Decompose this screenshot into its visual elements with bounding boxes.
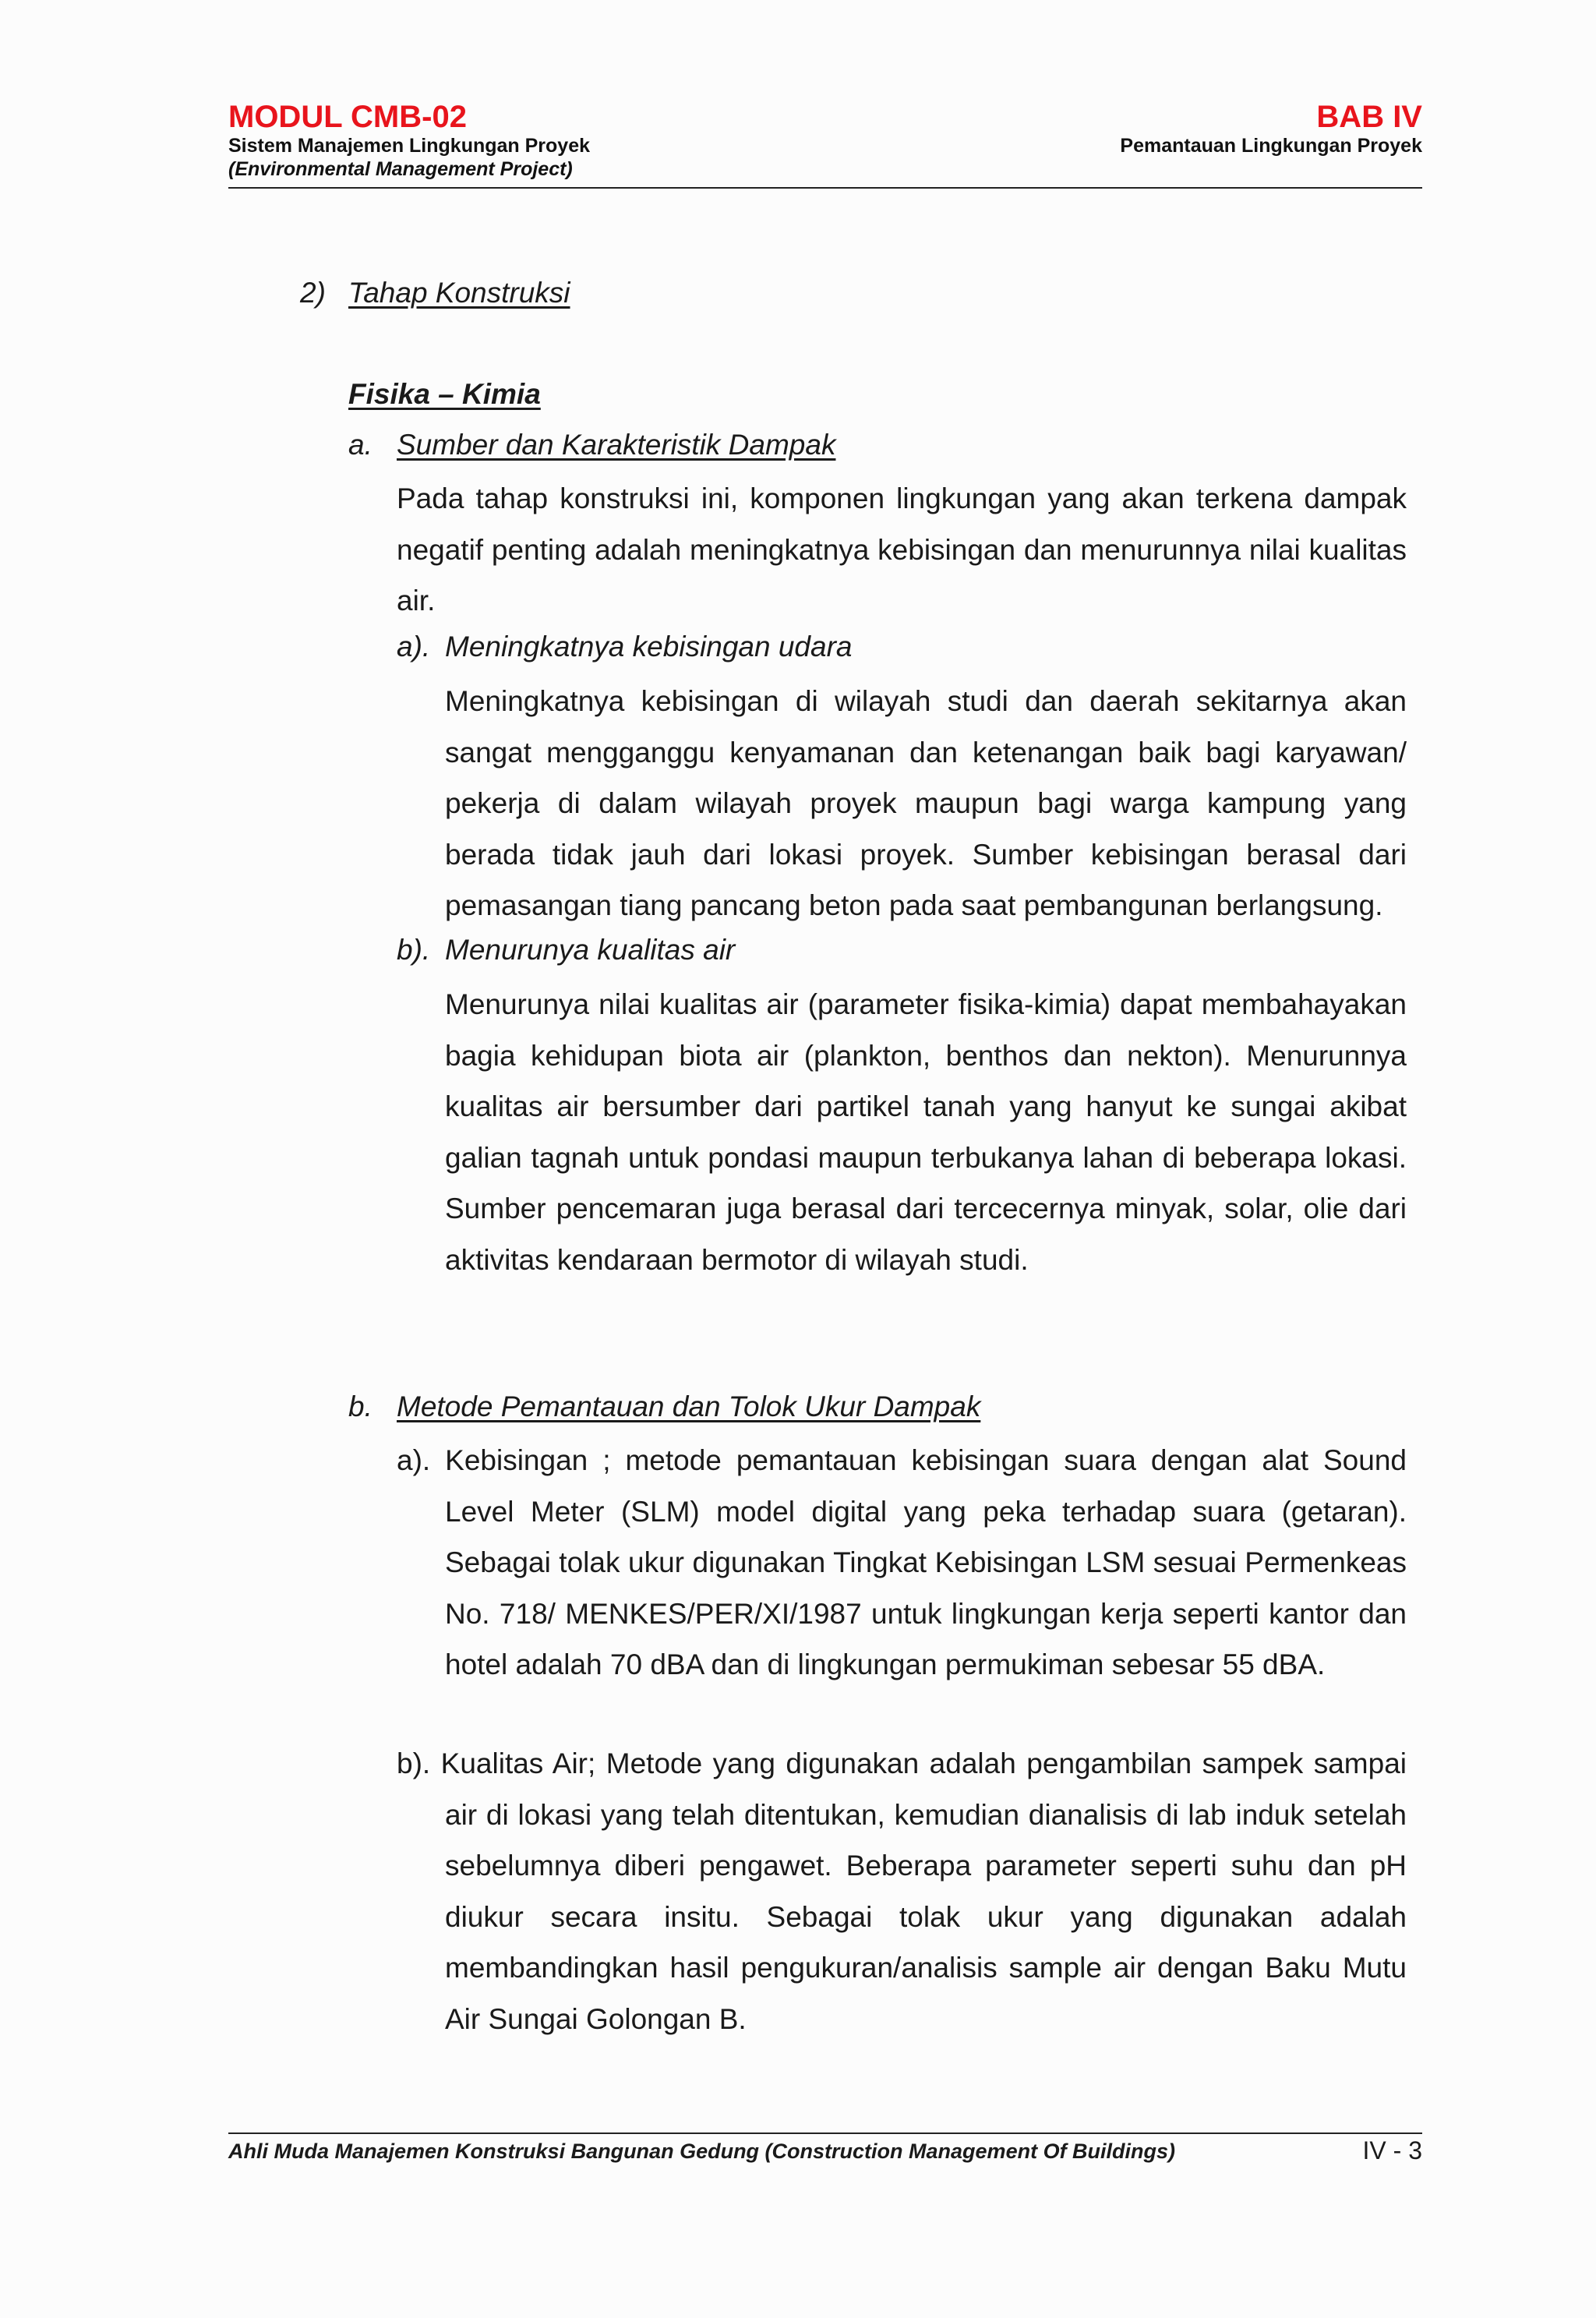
item-b-label: b). (397, 934, 431, 966)
item-a-text: Meningkatnya kebisingan di wilayah studi dan daerah sekitarnya akan sangat mengganggu kenyamanan dan ketenangan baik bagi karyawan/ pekerja di dalam wilayah proyek maupun bagi warga kampung yang berada tidak jauh dari lokasi proyek. Sumber kebisingan berasal dari pemasangan tiang pancang beton pada saat pembangunan berlangsung. (445, 685, 1407, 922)
module-subtitle-english: (Environmental Management Project) (228, 158, 573, 180)
module-title: MODUL CMB-02 (228, 100, 467, 134)
page-header (228, 100, 1422, 181)
module-subtitle: Sistem Manajemen Lingkungan Proyek (228, 135, 591, 157)
footer-text: Ahli Muda Manajemen Konstruksi Bangunan Gedung (Construction Management Of Buildings) (228, 2140, 1176, 2163)
section-number: 2) (300, 277, 326, 309)
item-b-title: Menurunya kualitas air (445, 934, 736, 966)
section-title: Tahap Konstruksi (348, 277, 570, 309)
item-a-label: a). (397, 631, 431, 663)
method-water: b). Kualitas Air; Metode yang digunakan adalah pengambilan sampek sampai air di lokasi yang telah ditentukan, kemudian dianalisis di lab induk setelah sebelumnya diberi pengawet. Beberapa parameter seperti suhu dan pH diukur secara insitu. Sebagai tolak ukur yang digunakan adalah membandingkan hasil pengukuran/analisis sample air dengan Baku Mutu Air Sungai Golongan B. (397, 1747, 1407, 2035)
method-noise: a). Kebisingan ; metode pemantauan kebisingan suara dengan alat Sound Level Meter (SLM) model digital yang peka terhadap suara (getaran). Sebagai tolak ukur digunakan Tingkat Kebisingan LSM sesuai Permenkeas No. 718/ MENKES/PER/XI/1987 untuk lingkungan kerja seperti kantor dan hotel adalah 70 dBA dan di lingkungan permukiman sebesar 55 dBA. (397, 1444, 1407, 1681)
chapter-subtitle: Pemantauan Lingkungan Proyek (1120, 135, 1422, 157)
header-divider (228, 187, 1422, 189)
page-number: IV - 3 (1362, 2136, 1422, 2164)
part-b-label: b. (348, 1390, 373, 1422)
part-a-label: a. (348, 429, 373, 461)
footer-divider (228, 2132, 1422, 2134)
part-a-title: Sumber dan Karakteristik Dampak (397, 429, 836, 461)
part-a-intro: Pada tahap konstruksi ini, komponen lingkungan yang akan terkena dampak negatif penting adalah meningkatnya kebisingan dan menurunnya nilai kualitas air. (397, 482, 1407, 617)
part-b-title: Metode Pemantauan dan Tolok Ukur Dampak (397, 1390, 981, 1422)
item-a-title: Meningkatnya kebisingan udara (445, 631, 853, 663)
chapter-title: BAB IV (1316, 100, 1422, 134)
item-b-text: Menurunya nilai kualitas air (parameter fisika-kimia) dapat membahayakan bagia kehidupan biota air (plankton, benthos dan nekton). Menurunnya kualitas air bersumber dari partikel tanah yang hanyut ke sungai akibat galian tagnah untuk pondasi maupun terbukanya lahan di beberapa lokasi. Sumber pencemaran juga berasal dari tercecernya minyak, solar, olie dari aktivitas kendaraan bermotor di wilayah studi. (445, 988, 1407, 1276)
section-subtitle: Fisika – Kimia (348, 378, 541, 410)
